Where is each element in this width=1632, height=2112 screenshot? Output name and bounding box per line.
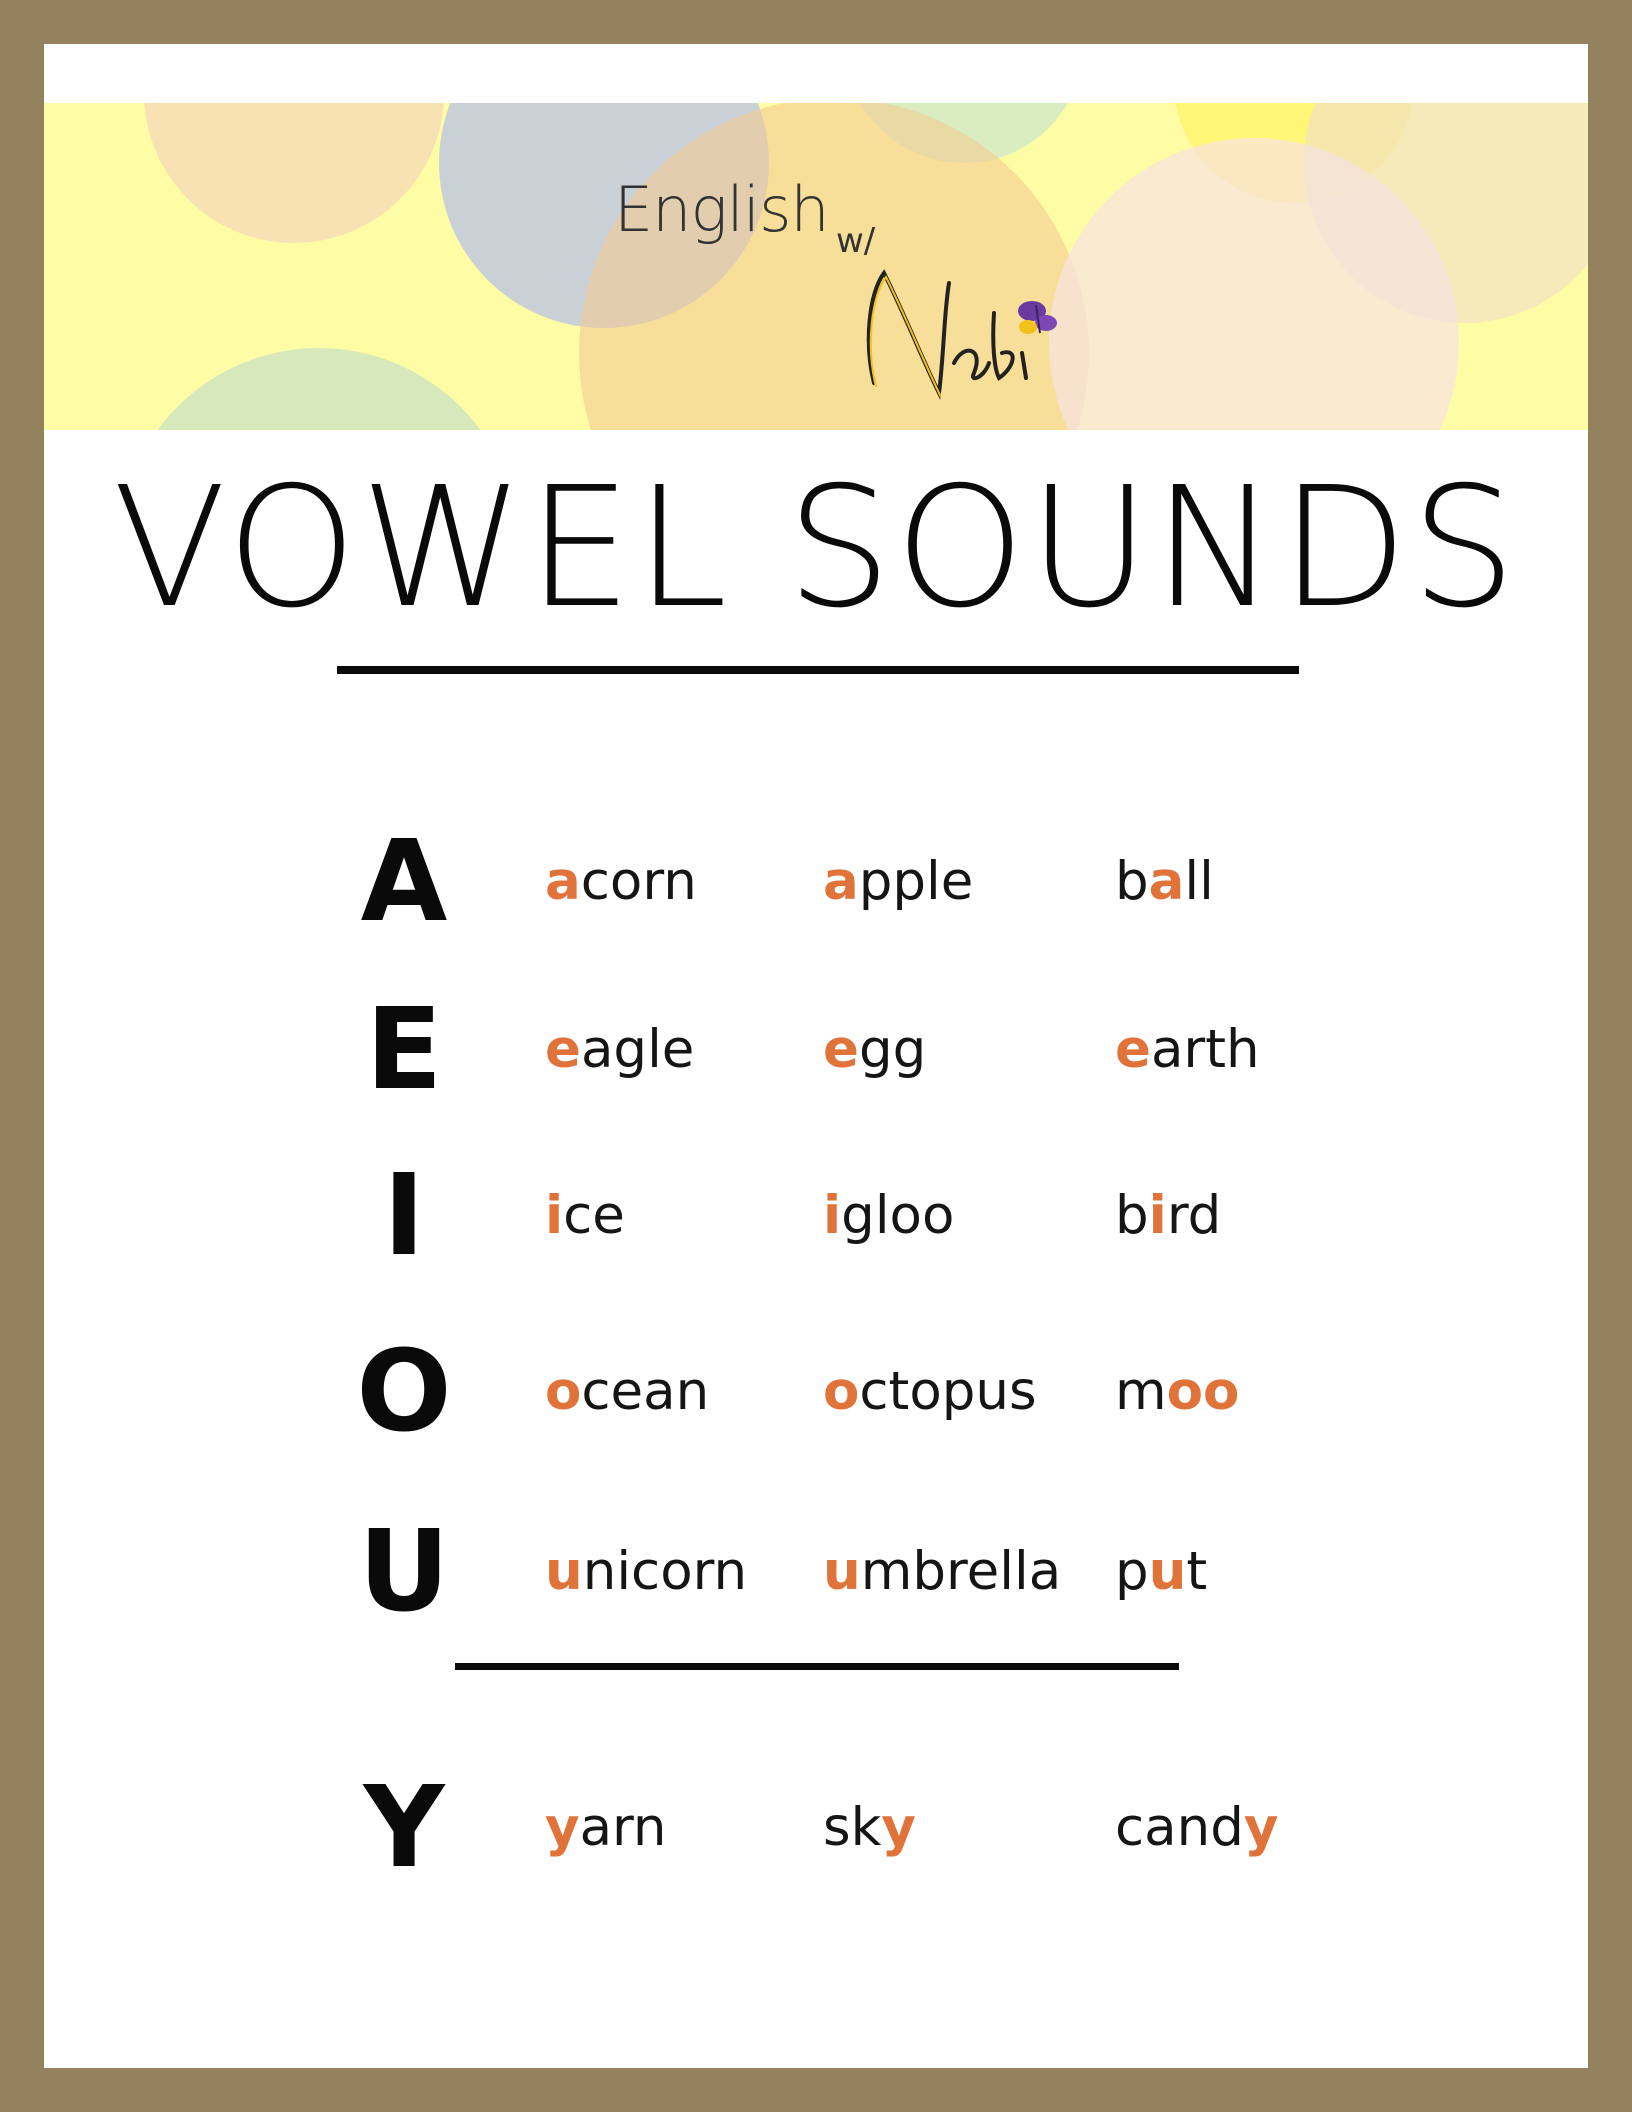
- nabi-signature-logo: [814, 253, 1074, 423]
- vowel-highlight: i: [545, 1185, 564, 1246]
- word-part: sk: [823, 1797, 882, 1858]
- word-part: gloo: [841, 1185, 955, 1246]
- y-divider: [455, 1663, 1179, 1670]
- title-divider: [337, 666, 1299, 674]
- example-word: [545, 1322, 709, 1462]
- vowel-letter: U: [358, 1507, 450, 1637]
- example-word: [1115, 1322, 1239, 1462]
- vowel-highlight: e: [545, 1019, 581, 1080]
- example-word: [545, 980, 694, 1120]
- vowel-highlight: o: [545, 1361, 582, 1422]
- word-part: corn: [580, 851, 697, 912]
- worksheet-page: [44, 44, 1588, 2068]
- vowel-row: [44, 1502, 1588, 1642]
- vowel-highlight: oo: [1166, 1361, 1240, 1422]
- vowel-row: [44, 1146, 1588, 1286]
- vowel-row: [44, 812, 1588, 952]
- example-word: [545, 1758, 667, 1898]
- word-part: m: [1115, 1361, 1167, 1422]
- vowel-row: [44, 1322, 1588, 1462]
- vowel-row: [44, 980, 1588, 1120]
- word-part: ctopus: [859, 1361, 1037, 1422]
- word-part: arn: [579, 1797, 667, 1858]
- vowel-highlight: i: [823, 1185, 842, 1246]
- word-part: arth: [1150, 1019, 1260, 1080]
- vowel-row: [44, 1758, 1588, 1898]
- vowel-highlight: e: [1115, 1019, 1151, 1080]
- vowel-letter: A: [360, 817, 448, 947]
- logo-english-text: English: [614, 173, 829, 246]
- vowel-highlight: u: [823, 1541, 861, 1602]
- example-word: [823, 1322, 1037, 1462]
- example-word: [545, 812, 697, 952]
- word-part: agle: [580, 1019, 695, 1080]
- example-word: [823, 1758, 916, 1898]
- vowel-highlight: u: [545, 1541, 583, 1602]
- example-word: [1115, 980, 1260, 1120]
- vowel-letter: E: [365, 985, 443, 1115]
- page-title: VOWEL SOUNDS: [112, 452, 1520, 645]
- vowel-highlight: i: [1148, 1185, 1167, 1246]
- vowel-highlight: o: [823, 1361, 860, 1422]
- vowel-highlight: y: [881, 1797, 916, 1858]
- example-word: [823, 812, 973, 952]
- example-word: [823, 1146, 954, 1286]
- example-word: [823, 980, 926, 1120]
- vowel-highlight: y: [545, 1797, 580, 1858]
- word-part: gg: [858, 1019, 927, 1080]
- example-word: [1115, 1146, 1221, 1286]
- vowel-letter: O: [356, 1327, 452, 1457]
- vowel-highlight: a: [1148, 851, 1185, 912]
- example-word: [1115, 1758, 1278, 1898]
- example-word: [545, 1146, 625, 1286]
- example-word: [823, 1502, 1061, 1642]
- vowel-letter: Y: [363, 1763, 445, 1893]
- word-part: nicorn: [582, 1541, 748, 1602]
- word-part: t: [1186, 1541, 1208, 1602]
- word-part: pple: [858, 851, 974, 912]
- word-part: b: [1115, 851, 1149, 912]
- word-part: cand: [1115, 1797, 1244, 1858]
- vowel-highlight: u: [1148, 1541, 1187, 1602]
- word-part: cean: [581, 1361, 710, 1422]
- vowel-highlight: e: [823, 1019, 859, 1080]
- word-part: ce: [563, 1185, 625, 1246]
- word-part: mbrella: [860, 1541, 1062, 1602]
- logo-with-text: w/: [836, 221, 876, 261]
- vowel-highlight: y: [1243, 1797, 1279, 1858]
- header-banner: [44, 103, 1588, 430]
- word-part: p: [1115, 1541, 1149, 1602]
- example-word: [1115, 812, 1214, 952]
- word-part: ll: [1184, 851, 1214, 912]
- butterfly-icon: [1018, 301, 1057, 334]
- vowel-letter: I: [383, 1151, 425, 1281]
- example-word: [1115, 1502, 1207, 1642]
- word-part: b: [1115, 1185, 1149, 1246]
- word-part: rd: [1166, 1185, 1222, 1246]
- vowel-highlight: a: [823, 851, 859, 912]
- vowel-highlight: a: [545, 851, 581, 912]
- example-word: [545, 1502, 747, 1642]
